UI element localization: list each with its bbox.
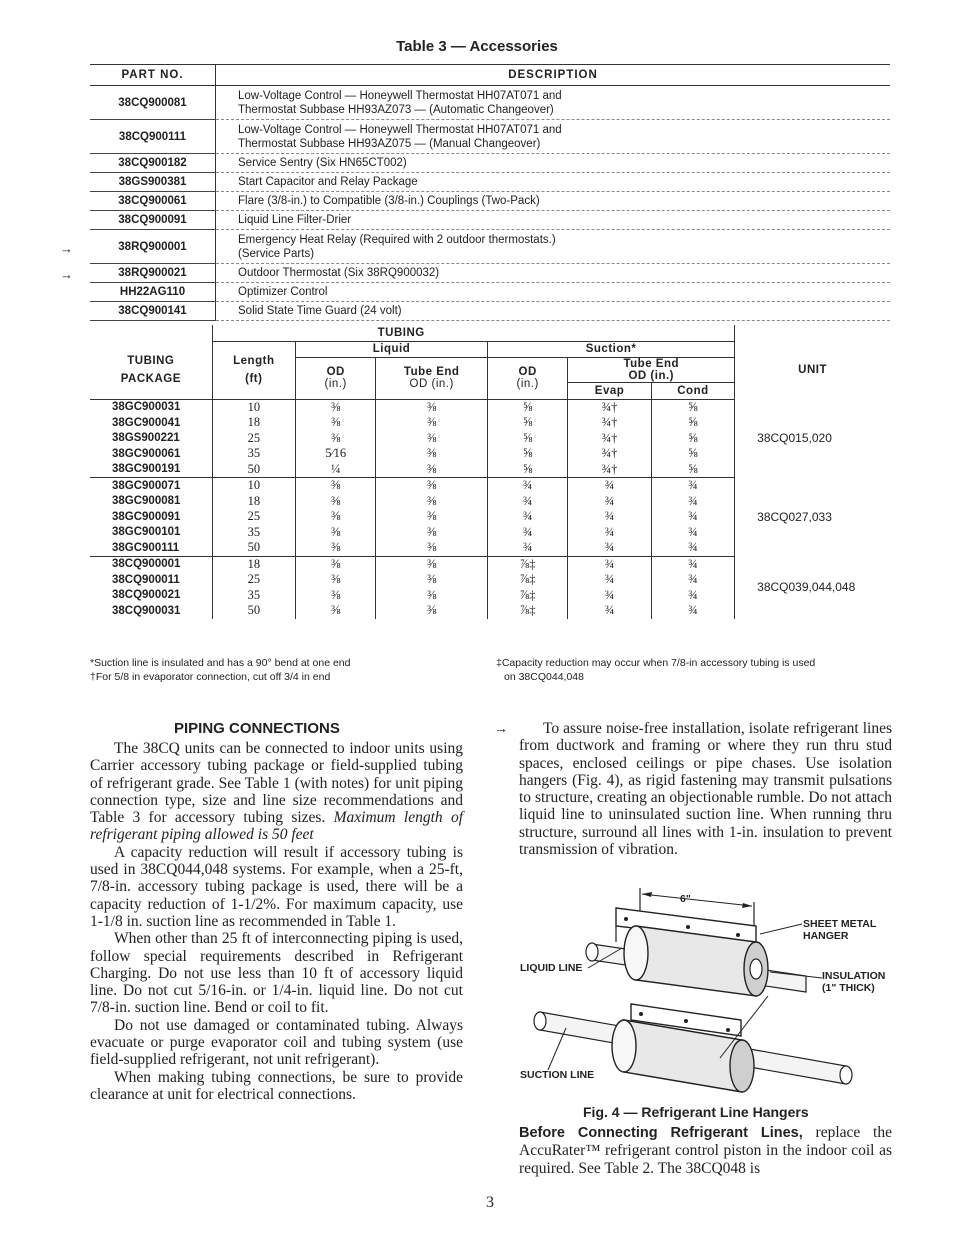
part-description: Service Sentry (Six HN65CT002) — [216, 154, 891, 173]
suction-evap-od: ¾ — [568, 509, 651, 525]
tubing-length: 18 — [212, 415, 295, 431]
liquid-od: ⅜ — [296, 525, 376, 541]
suction-cond-od: ⅝ — [651, 462, 734, 478]
suction-od: ⅞‡ — [487, 603, 567, 619]
suction-evap-od: ¾† — [568, 446, 651, 462]
piping-paragraph-5: When making tubing connections, be sure to provide clearance at unit for electrical connections. — [90, 1068, 463, 1103]
suction-cond-od: ⅝ — [651, 415, 734, 431]
liquid-tube-end-od: ⅜ — [376, 494, 488, 510]
suction-cond-od: ¾ — [651, 509, 734, 525]
suction-od: ¾ — [487, 525, 567, 541]
suction-cond-od: ⅝ — [651, 446, 734, 462]
before-connecting-paragraph: Before Connecting Refrigerant Lines, replace the AccuRater™ refrigerant control piston in the indoor coil as required. See Table 2. The 38CQ048 is — [519, 1124, 892, 1177]
suction-od: ⅞‡ — [487, 588, 567, 604]
table-title: Table 3 — Accessories — [396, 38, 558, 55]
liquid-tube-end-header: Tube End OD (in.) — [376, 358, 488, 400]
suction-cond-od: ¾ — [651, 588, 734, 604]
tubing-row — [90, 478, 890, 494]
piping-paragraph-3: When other than 25 ft of interconnecting piping is used, follow special requirements described in Refrigerant Charging. Do not use less than 10 ft of accessory liquid line. Do not cut 5/16-in. or 1/4-in. liquid line. Do not cut 7/8-in. suction line. Bend or coil to fit. — [90, 930, 463, 1017]
fig-insulation-label: INSULATION (1" THICK) — [822, 970, 886, 994]
accessories-header-row — [90, 65, 890, 86]
liquid-tube-end-od: ⅜ — [376, 588, 488, 604]
tubing-package-number: 38GC900061 — [90, 446, 212, 462]
part-description: Start Capacitor and Relay Package — [216, 173, 891, 192]
liquid-od: ⅜ — [296, 509, 376, 525]
liquid-tube-end-od: ⅜ — [376, 462, 488, 478]
tubing-package-number: 38GC900071 — [90, 478, 212, 494]
suction-od: ⅞‡ — [487, 556, 567, 572]
col-part-number: PART NO. — [90, 65, 216, 86]
suction-od: ¾ — [487, 494, 567, 510]
suction-evap-od: ¾ — [568, 556, 651, 572]
change-marker-arrow: → — [60, 267, 73, 282]
fig-liquid-line-label: LIQUID LINE — [520, 962, 583, 974]
tubing-length: 25 — [212, 509, 295, 525]
liquid-tube-end-od: ⅜ — [376, 603, 488, 619]
part-number: 38CQ900091 — [90, 211, 216, 230]
liquid-od: 5⁄16 — [296, 446, 376, 462]
suction-od: ⅞‡ — [487, 572, 567, 588]
suction-evap-od: ¾ — [568, 572, 651, 588]
accessory-row — [90, 86, 890, 120]
tubing-length: 50 — [212, 462, 295, 478]
accessories-table — [60, 64, 890, 321]
unit-model: 38CQ027,033 — [757, 509, 832, 524]
suction-od: ⅝ — [487, 415, 567, 431]
evap-header: Evap — [568, 383, 651, 400]
part-description: Optimizer Control — [216, 283, 891, 302]
part-description: Emergency Heat Relay (Required with 2 outdoor thermostats.) (Service Parts) — [216, 230, 891, 264]
liquid-tube-end-od: ⅜ — [376, 509, 488, 525]
piping-paragraph-4: Do not use damaged or contaminated tubing. Always evacuate or purge evaporator coil and tubing system (use field-supplied refrigerant, not unit refrigerant). — [90, 1016, 463, 1069]
tubing-package-header: TUBING PACKAGE — [90, 341, 212, 399]
liquid-tube-end-od: ⅜ — [376, 399, 488, 415]
tubing-row — [90, 399, 890, 415]
suction-evap-od: ¾† — [568, 462, 651, 478]
suction-od: ¾ — [487, 540, 567, 556]
tubing-package-number: 38GC900041 — [90, 415, 212, 431]
tubing-length: 35 — [212, 588, 295, 604]
isolation-paragraph: To assure noise-free installation, isolate refrigerant lines from ductwork and framing or where they run thru stud spaces, enclosed ceilings or pipe chases. Use isolation hangers (Fig. 4), as rigid fastening may transmit pulsations to structure, creating an objectionable rumble. Do not attach liquid line to uninsulated suction line. When running thru structure, surround all lines with 1-in. insulation to prevent transmission of vibration. — [519, 720, 892, 859]
unit-header: UNIT — [798, 364, 827, 376]
suction-evap-od: ¾† — [568, 431, 651, 447]
liquid-od: ⅜ — [296, 603, 376, 619]
accessory-row — [90, 192, 890, 211]
accessory-row — [90, 211, 890, 230]
page-number: 3 — [486, 1194, 494, 1211]
part-number: 38CQ900111 — [90, 120, 216, 154]
piping-paragraph-2: A capacity reduction will result if accessory tubing is used in 38CQ044,048 systems. For example, when a 25-ft, 7/8-in. accessory tubing package is used, there will be a capacity reduction of 1-1/2%. For maximum capacity, use 1-1/8 in. suction line as recommended in Table 1. — [90, 843, 463, 930]
suction-cond-od: ¾ — [651, 525, 734, 541]
liquid-tube-end-od: ⅜ — [376, 556, 488, 572]
suction-od-header: OD (in.) — [487, 358, 567, 400]
tubing-package-number: 38CQ900001 — [90, 556, 212, 572]
suction-evap-od: ¾ — [568, 478, 651, 494]
tubing-package-number: 38GC900191 — [90, 462, 212, 478]
accessory-row — [90, 120, 890, 154]
part-number: 38CQ900182 — [90, 154, 216, 173]
part-number: → 38RQ900001 — [90, 230, 216, 264]
liquid-od: ⅜ — [296, 478, 376, 494]
piping-paragraph-1: The 38CQ units can be connected to indoor units using Carrier accessory tubing package or field-supplied tubing of refrigerant grade. See Table 1 (with notes) for unit piping connection type, size and line size recommendations and Table 3 for accessory tubing sizes. Maximum length of refrigerant piping allowed is 50 feet — [90, 740, 464, 844]
part-description: Flare (3/8-in.) to Compatible (3/8-in.) Couplings (Two-Pack) — [216, 192, 891, 211]
suction-od: ⅝ — [487, 399, 567, 415]
part-description: Outdoor Thermostat (Six 38RQ900032) — [216, 264, 891, 283]
tubing-package-number: 38GC900101 — [90, 525, 212, 541]
liquid-od-header: OD (in.) — [296, 358, 376, 400]
accessory-row — [90, 173, 890, 192]
part-number: HH22AG110 — [90, 283, 216, 302]
accessory-row — [90, 230, 890, 264]
liquid-tube-end-od: ⅜ — [376, 525, 488, 541]
tubing-length: 10 — [212, 478, 295, 494]
liquid-od: ⅜ — [296, 556, 376, 572]
unit-model: 38CQ015,020 — [757, 431, 832, 446]
tubing-length: 25 — [212, 572, 295, 588]
liquid-tube-end-od: ⅜ — [376, 478, 488, 494]
suction-evap-od: ¾ — [568, 603, 651, 619]
suction-cond-od: ¾ — [651, 540, 734, 556]
part-number: 38GS900381 — [90, 173, 216, 192]
part-description: Low-Voltage Control — Honeywell Thermostat HH07AT071 and Thermostat Subbase HH93AZ073 — (Automatic Changeover) — [216, 86, 891, 120]
suction-tube-end-header: Tube End OD (in.) — [568, 358, 735, 383]
part-description: Solid State Time Guard (24 volt) — [216, 302, 891, 321]
unit-model: 38CQ039,044,048 — [757, 580, 856, 595]
liquid-od: ⅜ — [296, 588, 376, 604]
accessory-row — [90, 154, 890, 173]
footnote-capacity-units: on 38CQ044,048 — [504, 671, 584, 683]
tubing-length: 18 — [212, 556, 295, 572]
suction-evap-od: ¾ — [568, 525, 651, 541]
tubing-length: 50 — [212, 540, 295, 556]
liquid-tube-end-od: ⅜ — [376, 572, 488, 588]
tubing-package-number: 38CQ900031 — [90, 603, 212, 619]
fig-hanger-label: SHEET METAL HANGER — [803, 918, 877, 942]
suction-cond-od: ⅝ — [651, 399, 734, 415]
tubing-length: 25 — [212, 431, 295, 447]
liquid-tube-end-od: ⅜ — [376, 540, 488, 556]
change-marker-arrow: → — [60, 240, 73, 256]
tubing-package-number: 38GC900081 — [90, 494, 212, 510]
suction-od: ⅝ — [487, 431, 567, 447]
tubing-table — [90, 325, 890, 619]
suction-cond-od: ¾ — [651, 478, 734, 494]
suction-evap-od: ¾† — [568, 399, 651, 415]
suction-evap-od: ¾ — [568, 494, 651, 510]
change-marker-arrow: → — [494, 720, 508, 736]
liquid-tube-end-od: ⅜ — [376, 431, 488, 447]
length-header: Length (ft) — [212, 341, 295, 399]
cond-header: Cond — [651, 383, 734, 400]
footnote-suction: *Suction line is insulated and has a 90° bend at one end — [90, 657, 351, 669]
col-description: DESCRIPTION — [216, 65, 891, 86]
suction-evap-od: ¾ — [568, 588, 651, 604]
suction-od: ⅝ — [487, 446, 567, 462]
suction-od: ¾ — [487, 478, 567, 494]
fig-dimension-label: 6" — [680, 893, 691, 905]
suction-od: ⅝ — [487, 462, 567, 478]
piping-text-column — [90, 740, 463, 1103]
accessory-row — [90, 283, 890, 302]
part-number: 38CQ900061 — [90, 192, 216, 211]
suction-header: Suction* — [487, 341, 734, 358]
liquid-od: ⅜ — [296, 399, 376, 415]
tubing-row — [90, 556, 890, 572]
suction-cond-od: ¾ — [651, 494, 734, 510]
accessory-row — [90, 302, 890, 321]
part-description: Liquid Line Filter-Drier — [216, 211, 891, 230]
tubing-package-number: 38GS900221 — [90, 431, 212, 447]
footnote-capacity: ‡Capacity reduction may occur when 7/8-in accessory tubing is used — [496, 657, 816, 669]
suction-cond-od: ⅝ — [651, 431, 734, 447]
fig-suction-line-label: SUCTION LINE — [520, 1069, 595, 1081]
footnote-evap-cut: †For 5/8 in evaporator connection, cut off 3/4 in end — [90, 671, 331, 683]
liquid-od: ⅜ — [296, 494, 376, 510]
tubing-package-number: 38GC900111 — [90, 540, 212, 556]
suction-cond-od: ¾ — [651, 603, 734, 619]
tubing-package-number: 38CQ900011 — [90, 572, 212, 588]
suction-cond-od: ¾ — [651, 556, 734, 572]
accessory-row — [90, 264, 890, 283]
liquid-od: ⅜ — [296, 540, 376, 556]
liquid-tube-end-od: ⅜ — [376, 415, 488, 431]
tubing-package-number: 38GC900031 — [90, 399, 212, 415]
tubing-length: 50 — [212, 603, 295, 619]
section-heading-piping: PIPING CONNECTIONS — [174, 720, 340, 737]
liquid-od: ⅜ — [296, 572, 376, 588]
liquid-header: Liquid — [296, 341, 488, 358]
suction-evap-od: ¾† — [568, 415, 651, 431]
part-number: → 38RQ900021 — [90, 264, 216, 283]
part-number: 38CQ900141 — [90, 302, 216, 321]
tubing-package-number: 38CQ900021 — [90, 588, 212, 604]
tubing-header: TUBING — [212, 325, 735, 341]
liquid-od: ⅜ — [296, 431, 376, 447]
suction-od: ¾ — [487, 509, 567, 525]
part-number: 38CQ900081 — [90, 86, 216, 120]
tubing-length: 35 — [212, 446, 295, 462]
suction-evap-od: ¾ — [568, 540, 651, 556]
tubing-length: 18 — [212, 494, 295, 510]
liquid-tube-end-od: ⅜ — [376, 446, 488, 462]
figure-caption: Fig. 4 — Refrigerant Line Hangers — [583, 1104, 809, 1120]
liquid-od: ¼ — [296, 462, 376, 478]
tubing-length: 35 — [212, 525, 295, 541]
suction-cond-od: ¾ — [651, 572, 734, 588]
part-description: Low-Voltage Control — Honeywell Thermostat HH07AT071 and Thermostat Subbase HH93AZ075 — (Manual Changeover) — [216, 120, 891, 154]
tubing-length: 10 — [212, 399, 295, 415]
liquid-od: ⅜ — [296, 415, 376, 431]
tubing-package-number: 38GC900091 — [90, 509, 212, 525]
